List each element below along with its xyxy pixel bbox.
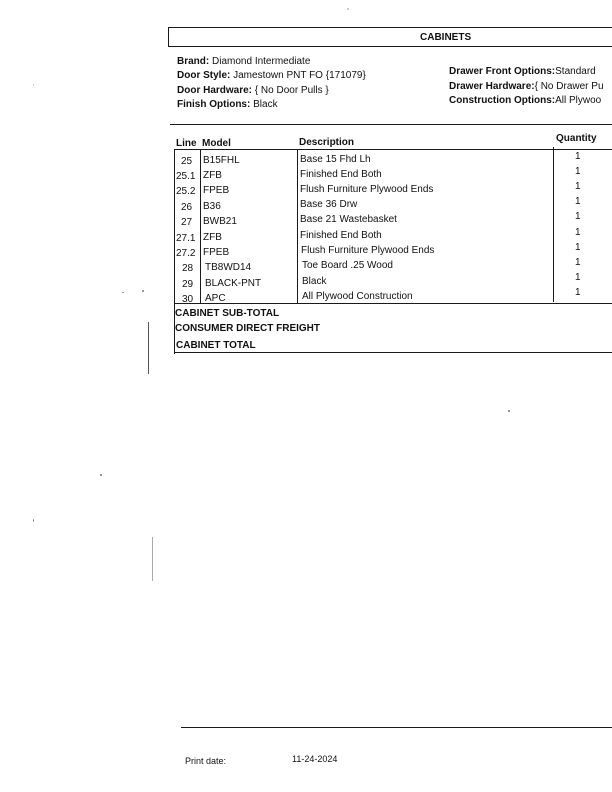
door-style-label: Door Style: [177, 70, 231, 81]
row-8-description: Toe Board .25 Wood [302, 260, 393, 271]
col-header-line: Line [176, 138, 197, 149]
door-style-line [177, 70, 366, 81]
section-title: CABINETS [420, 32, 472, 43]
row-9-description: Black [302, 276, 327, 287]
row-10-model: APC [205, 293, 226, 304]
row-10-quantity: 1 [575, 287, 581, 298]
finish-options-value: Black [253, 99, 278, 110]
row-3-description: Flush Furniture Plywood Ends [300, 184, 434, 195]
footer-rule [181, 727, 612, 728]
row-2-model: ZFB [203, 170, 222, 181]
row-1-quantity: 1 [575, 151, 581, 162]
scan-speck [508, 410, 510, 412]
row-6-quantity: 1 [575, 227, 581, 238]
drawer-front-options-label: Drawer Front Options: [449, 66, 556, 77]
row-7-model: FPEB [203, 247, 230, 258]
model-col-divider [200, 149, 201, 304]
col-header-quantity: Quantity [556, 133, 597, 144]
row-2-quantity: 1 [575, 166, 581, 177]
row-1-model: B15FHL [203, 155, 240, 166]
desc-col-divider [297, 149, 298, 304]
drawer-front-options-value: Standard [555, 66, 596, 77]
drawer-hardware-value: { No Drawer Pu [534, 81, 604, 92]
row-5-description: Base 21 Wastebasket [300, 214, 397, 225]
cabinet-total-label: CABINET TOTAL [176, 340, 256, 351]
scan-speck [33, 84, 34, 86]
col-header-description: Description [299, 137, 355, 148]
row-7-quantity: 1 [575, 242, 581, 253]
row-4-line: 26 [181, 202, 193, 213]
scan-speck [122, 292, 124, 293]
consumer-freight-label: CONSUMER DIRECT FREIGHT [175, 323, 320, 334]
drawer-front-options-line [449, 66, 596, 77]
scan-mark-left-lower [152, 537, 153, 581]
row-7-description: Flush Furniture Plywood Ends [301, 245, 435, 256]
brand-line [177, 56, 310, 67]
row-10-description: All Plywood Construction [302, 291, 413, 302]
rows-bottom-rule [174, 303, 612, 304]
finish-options-line [177, 99, 278, 110]
col-header-model: Model [202, 138, 231, 149]
scan-speck [33, 519, 34, 522]
row-3-model: FPEB [203, 185, 230, 196]
row-10-line: 30 [182, 294, 194, 305]
header-top-rule [168, 27, 612, 28]
row-3-quantity: 1 [575, 181, 581, 192]
row-2-line: 25.1 [176, 171, 196, 182]
row-1-line: 25 [181, 156, 193, 167]
construction-options-line [449, 95, 601, 106]
print-date-label: Print date: [185, 756, 227, 766]
row-5-line: 27 [181, 217, 193, 228]
print-date-value: 11-24-2024 [292, 754, 338, 764]
construction-options-value: All Plywoo [555, 95, 602, 106]
totals-bottom-rule [174, 352, 612, 353]
table-header-rule [174, 149, 612, 150]
door-style-value: Jamestown PNT FO {171079} [233, 70, 366, 81]
door-hardware-label: Door Hardware: [177, 85, 253, 96]
scan-mark-left [148, 322, 149, 374]
scan-speck [100, 474, 102, 476]
row-6-line: 27.1 [176, 233, 196, 244]
row-8-model: TB8WD14 [205, 262, 252, 273]
scan-speck [347, 8, 349, 10]
construction-options-label: Construction Options: [449, 95, 556, 106]
row-8-quantity: 1 [575, 257, 581, 268]
qty-col-divider [553, 147, 554, 302]
row-1-description: Base 15 Fhd Lh [300, 154, 371, 165]
row-8-line: 28 [182, 263, 194, 274]
door-hardware-line [177, 85, 329, 96]
row-7-line: 27.2 [176, 248, 196, 259]
cabinet-subtotal-label: CABINET SUB-TOTAL [175, 308, 280, 319]
header-bottom-rule [168, 46, 612, 47]
brand-label: Brand: [177, 56, 210, 67]
row-5-quantity: 1 [575, 211, 581, 222]
row-9-model: BLACK-PNT [205, 278, 262, 289]
row-4-quantity: 1 [575, 196, 581, 207]
drawer-hardware-line [449, 81, 604, 92]
brand-value: Diamond Intermediate [212, 56, 311, 67]
row-4-description: Base 36 Drw [300, 199, 358, 210]
finish-options-label: Finish Options: [177, 99, 251, 110]
row-2-description: Finished End Both [300, 169, 382, 180]
row-5-model: BWB21 [203, 216, 237, 227]
drawer-hardware-label: Drawer Hardware: [449, 81, 535, 92]
row-4-model: B36 [203, 201, 221, 212]
scan-speck [142, 290, 144, 292]
door-hardware-value: { No Door Pulls } [254, 85, 329, 96]
row-3-line: 25.2 [176, 186, 196, 197]
header-left-border [168, 27, 169, 46]
row-6-description: Finished End Both [300, 230, 382, 241]
row-9-line: 29 [182, 279, 194, 290]
row-9-quantity: 1 [575, 272, 581, 283]
row-6-model: ZFB [203, 232, 222, 243]
table-top-rule [170, 124, 612, 125]
